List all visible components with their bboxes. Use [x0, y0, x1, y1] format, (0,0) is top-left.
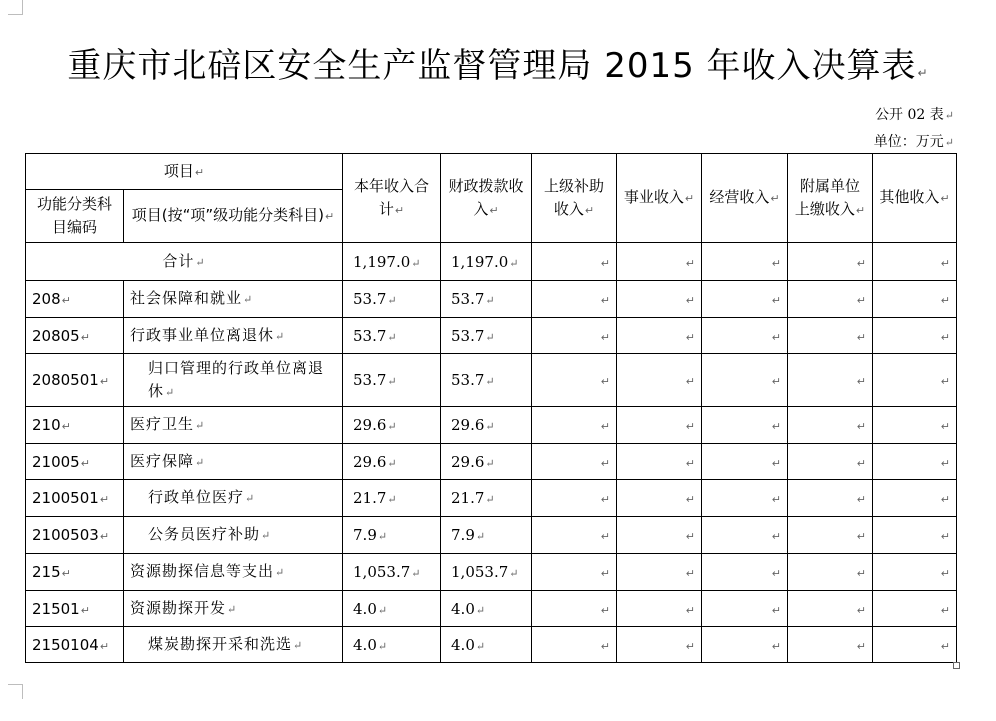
row-operating: ↵ [702, 554, 788, 591]
page-corner-mark-bottom [8, 684, 23, 699]
row-other: ↵ [873, 591, 957, 627]
total-fiscal: 1,197.0↵ [441, 243, 532, 281]
row-name: 资源勘探开发↵ [124, 591, 343, 627]
row-business: ↵ [617, 480, 702, 517]
row-total: 29.6↵ [343, 407, 441, 444]
row-name: 社会保障和就业↵ [124, 281, 343, 318]
total-amount: 1,197.0↵ [343, 243, 441, 281]
row-superior: ↵ [532, 591, 617, 627]
row-subsidiary: ↵ [788, 480, 873, 517]
paragraph-mark: ↵ [944, 136, 954, 149]
row-other: ↵ [873, 407, 957, 444]
header-code: 功能分类科目编码 [26, 190, 124, 243]
row-operating: ↵ [702, 627, 788, 663]
row-total: 1,053.7↵ [343, 554, 441, 591]
row-business: ↵ [617, 444, 702, 480]
row-name: 医疗保障↵ [124, 444, 343, 480]
row-subsidiary: ↵ [788, 407, 873, 444]
row-subsidiary: ↵ [788, 554, 873, 591]
header-subsidiary: 附属单位上缴收入↵ [788, 154, 873, 243]
row-operating: ↵ [702, 517, 788, 554]
row-code: 20805↵ [26, 318, 124, 354]
header-total: 本年收入合计↵ [343, 154, 441, 243]
row-subsidiary: ↵ [788, 591, 873, 627]
row-business: ↵ [617, 281, 702, 318]
row-other: ↵ [873, 627, 957, 663]
page-corner-mark-top [8, 0, 23, 15]
row-business: ↵ [617, 318, 702, 354]
header-business: 事业收入↵ [617, 154, 702, 243]
form-number [875, 104, 954, 124]
header-fiscal: 财政拨款收入↵ [441, 154, 532, 243]
row-operating: ↵ [702, 407, 788, 444]
row-fiscal: 29.6↵ [441, 444, 532, 480]
row-operating: ↵ [702, 318, 788, 354]
row-name: 资源勘探信息等支出↵ [124, 554, 343, 591]
row-name: 公务员医疗补助↵ [124, 517, 343, 554]
header-item: 项目↵ [26, 154, 343, 190]
row-code: 21501↵ [26, 591, 124, 627]
row-fiscal: 7.9↵ [441, 517, 532, 554]
unit-label [874, 131, 954, 151]
row-operating: ↵ [702, 591, 788, 627]
row-superior: ↵ [532, 517, 617, 554]
row-other: ↵ [873, 554, 957, 591]
row-fiscal: 53.7↵ [441, 281, 532, 318]
row-name: 行政事业单位离退休↵ [124, 318, 343, 354]
table-body [26, 281, 957, 663]
table-row [26, 554, 957, 591]
row-code: 2150104↵ [26, 627, 124, 663]
row-operating: ↵ [702, 281, 788, 318]
row-total: 29.6↵ [343, 444, 441, 480]
row-total: 4.0↵ [343, 591, 441, 627]
row-other: ↵ [873, 480, 957, 517]
row-business: ↵ [617, 407, 702, 444]
paragraph-mark: ↵ [944, 109, 954, 122]
row-subsidiary: ↵ [788, 517, 873, 554]
row-code: 2100503↵ [26, 517, 124, 554]
paragraph-mark: ↵ [917, 66, 929, 80]
header-other: 其他收入↵ [873, 154, 957, 243]
row-fiscal: 1,053.7↵ [441, 554, 532, 591]
row-code: 215↵ [26, 554, 124, 591]
row-superior: ↵ [532, 480, 617, 517]
row-fiscal: 21.7↵ [441, 480, 532, 517]
row-total: 53.7↵ [343, 281, 441, 318]
row-fiscal: 29.6↵ [441, 407, 532, 444]
row-fiscal: 53.7↵ [441, 354, 532, 407]
document-title-text: 重庆市北碚区安全生产监督管理局 2015 年收入决算表 [67, 46, 917, 86]
table-row [26, 354, 957, 407]
row-business: ↵ [617, 517, 702, 554]
row-fiscal: 4.0↵ [441, 591, 532, 627]
row-code: 210↵ [26, 407, 124, 444]
row-name: 煤炭勘探开采和洗选↵ [124, 627, 343, 663]
row-total: 21.7↵ [343, 480, 441, 517]
row-other: ↵ [873, 354, 957, 407]
row-operating: ↵ [702, 354, 788, 407]
table-row [26, 480, 957, 517]
row-business: ↵ [617, 554, 702, 591]
header-operating: 经营收入↵ [702, 154, 788, 243]
row-subsidiary: ↵ [788, 354, 873, 407]
total-row: 合计↵ 1,197.0↵ 1,197.0↵ ↵ ↵ ↵ ↵ ↵ [26, 243, 957, 281]
row-superior: ↵ [532, 354, 617, 407]
row-total: 53.7↵ [343, 318, 441, 354]
table-end-marker [953, 662, 960, 669]
row-name: 行政单位医疗↵ [124, 480, 343, 517]
row-business: ↵ [617, 354, 702, 407]
table-row [26, 407, 957, 444]
row-code: 21005↵ [26, 444, 124, 480]
table-row [26, 318, 957, 354]
row-name: 医疗卫生↵ [124, 407, 343, 444]
header-superior: 上级补助收入↵ [532, 154, 617, 243]
row-operating: ↵ [702, 444, 788, 480]
table-row [26, 444, 957, 480]
row-total: 53.7↵ [343, 354, 441, 407]
row-business: ↵ [617, 591, 702, 627]
total-label: 合计↵ [26, 243, 343, 281]
table-row [26, 591, 957, 627]
table-row [26, 627, 957, 663]
unit-text: 单位：万元 [873, 134, 944, 150]
row-name: 归口管理的行政单位离退休↵ [124, 354, 343, 407]
row-subsidiary: ↵ [788, 281, 873, 318]
form-number-text: 公开 02 表 [875, 107, 944, 123]
row-business: ↵ [617, 627, 702, 663]
row-operating: ↵ [702, 480, 788, 517]
row-subsidiary: ↵ [788, 627, 873, 663]
table-row [26, 281, 957, 318]
row-superior: ↵ [532, 318, 617, 354]
row-code: 2100501↵ [26, 480, 124, 517]
row-fiscal: 53.7↵ [441, 318, 532, 354]
row-superior: ↵ [532, 407, 617, 444]
row-superior: ↵ [532, 554, 617, 591]
row-total: 4.0↵ [343, 627, 441, 663]
row-other: ↵ [873, 281, 957, 318]
row-code: 208↵ [26, 281, 124, 318]
document-title [0, 38, 996, 87]
row-other: ↵ [873, 517, 957, 554]
table-row [26, 517, 957, 554]
row-superior: ↵ [532, 444, 617, 480]
row-superior: ↵ [532, 281, 617, 318]
income-table [25, 153, 957, 663]
row-fiscal: 4.0↵ [441, 627, 532, 663]
row-other: ↵ [873, 318, 957, 354]
row-superior: ↵ [532, 627, 617, 663]
header-name: 项目(按“项”级功能分类科目)↵ [124, 190, 343, 243]
row-subsidiary: ↵ [788, 444, 873, 480]
row-other: ↵ [873, 444, 957, 480]
row-total: 7.9↵ [343, 517, 441, 554]
row-subsidiary: ↵ [788, 318, 873, 354]
row-code: 2080501↵ [26, 354, 124, 407]
